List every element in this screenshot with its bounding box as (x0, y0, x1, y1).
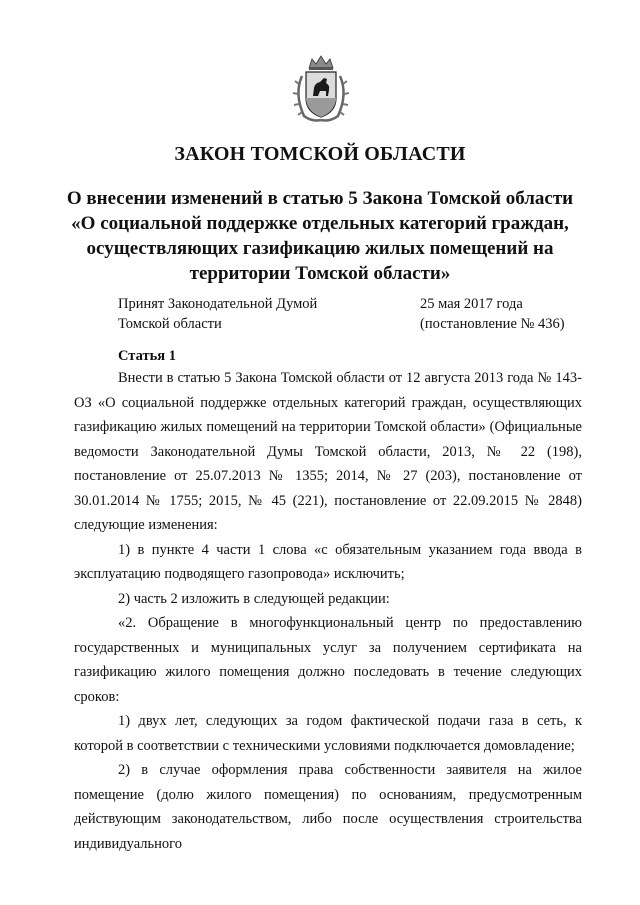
adoption-date (420, 294, 565, 334)
adoption-date-line: 25 мая 2017 года (420, 296, 523, 312)
paragraph: «2. Обращение в многофункциональный центр по предоставлению государственных и муниципальных услуг за получением сертификата на газификацию жилого помещения должно последовать в течение следующих сроков: (74, 615, 582, 705)
adoption-body-line1: Принят Законодательной Думой (118, 296, 318, 312)
paragraph: 1) двух лет, следующих за годом фактической подачи газа в сеть, к которой в соответствии с техническими условиями подключается домовладение; (74, 713, 582, 754)
paragraph: 2) в случае оформления права собственности заявителя на жилое помещение (долю жилого помещения) по основаниям, предусмотренным действующим законодательством, либо после осуществления строительства индивидуального (74, 762, 582, 852)
article-body (74, 366, 582, 856)
adoption-body-line2: Томской области (118, 316, 222, 332)
paragraph: Внести в статью 5 Закона Томской области от 12 августа 2013 года № 143-ОЗ «О социальной поддержке отдельных категорий граждан, осуществляющих газификацию жилых помещений на территории Томской области» (Официальные ведомости Законодательной Думы Томской области, 2013, № 22 (198), постановление от 25.07.2013 № 1355; 2014, № 27 (203), постановление от 30.01.2014 № 1755; 2015, № 45 (221), постановление от 22.09.2015 № 2848) следующие изменения: (74, 370, 582, 533)
paragraph: 2) часть 2 изложить в следующей редакции: (118, 590, 390, 607)
law-title: ЗАКОН ТОМСКОЙ ОБЛАСТИ (174, 143, 466, 165)
document-heading: О внесении изменений в статью 5 Закона Томской области «О социальной поддержке отдельных категорий граждан, осуществляющих газификацию жилых помещений на территории Томской области» (66, 188, 574, 284)
article-heading: Статья 1 (118, 348, 176, 364)
paragraph: 1) в пункте 4 части 1 слова «с обязательным указанием года ввода в эксплуатацию подводящего газопровода» исключить; (74, 541, 582, 582)
coat-of-arms-icon (290, 54, 352, 124)
adoption-resolution-line: (постановление № 436) (420, 316, 565, 332)
adoption-body (118, 294, 317, 334)
